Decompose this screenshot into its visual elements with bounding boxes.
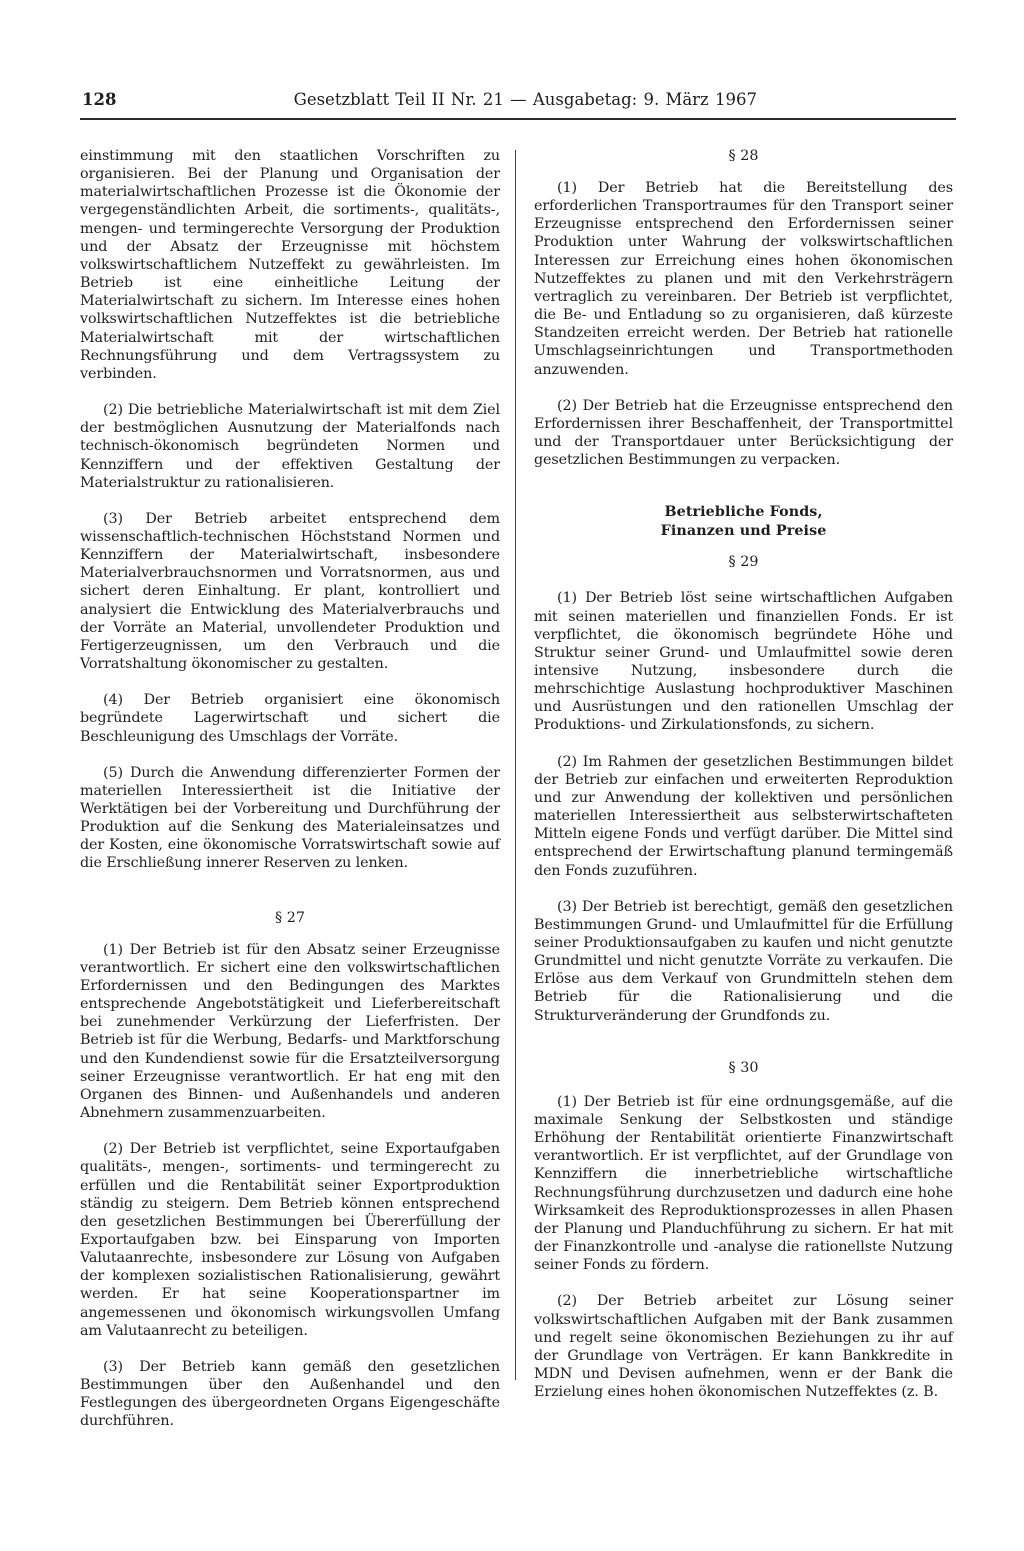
paragraph-continuation: einstimmung mit den staatlichen Vorschriften zu organisieren. Bei der Planung und Organisation der materialwirtschaftlichen Prozesse ist die Ökonomie der vergegenständlichten Arbeit, die sortiments-, qualitäts-, mengen- und termingerechte Versorgung der Produktion und der Absatz der Erzeugnisse mit höchstem volkswirtschaftlichem Nutzeffekt zu gewährleisten. Im Betrieb ist eine einheitliche Leitung der Materialwirtschaft zu sichern. Im Interesse eines hohen volkswirtschaftlichen Nutzeffektes ist die betriebliche Materialwirtschaft mit der wirtschaftlichen Rechnungsführung und dem Vertragssystem zu verbinden.	[80, 148, 500, 382]
section-30-heading: § 30	[728, 1059, 759, 1076]
section-28-heading: § 28	[728, 148, 759, 164]
paragraph: (3) Der Betrieb arbeitet entsprechend dem wissenschaftlich-technischen Höchststand Normen und Kennziffern der Materialwirtschaft, insbesondere Materialverbrauchsnormen und Vorratsnormen, aus und sichert deren Einhaltung. Er plant, kontrolliert und analysiert die Entwicklung des Materialverbrauchs und der Vorräte an Material, unvollendeter Produktion und Fertigerzeugnissen, um den Verbrauch und die Vorratshaltung ökonomischer zu gestalten.	[80, 510, 500, 673]
section-27-heading: § 27	[275, 909, 305, 926]
paragraph: (4) Der Betrieb organisiert eine ökonomisch begründete Lagerwirtschaft und sichert die Beschleunigung des Umschlags der Vorräte.	[80, 692, 500, 745]
section-29-heading: § 29	[728, 554, 759, 571]
paragraph: (1) Der Betrieb hat die Bereitstellung des erforderlichen Transportraumes für den Transport seiner Erzeugnisse entsprechend den Erfordernissen seiner Produktion unter Wahrung der volkswirtschaftlichen Interessen zur Erreichung eines hohen ökonomischen Nutzeffektes zu planen und mit den Verkehrsträgern vertraglich zu vereinbaren. Der Betrieb ist verpflichtet, die Be- und Entladung so zu organisieren, daß kürzeste Standzeiten erreicht werden. Der Betrieb hat rationelle Umschlagseinrichtungen und Transportmethoden anzuwenden.	[534, 180, 953, 378]
chapter-heading-line-1: Betriebliche Fonds,	[664, 504, 823, 521]
paragraph: (3) Der Betrieb kann gemäß den gesetzlichen Bestimmungen über den Außenhandel und den Festlegungen des übergeordneten Organs Eigengeschäfte durchführen.	[80, 1358, 500, 1430]
paragraph: (2) Im Rahmen der gesetzlichen Bestimmungen bildet der Betrieb zur einfachen und erweiterten Reproduktion und zur Anwendung der kollektiven und persönlichen materiellen Interessiertheit aus selbsterwirtschafteten Mitteln eigene Fonds und verfügt darüber. Die Mittel sind entsprechend der Erwirtschaftung planund termingemäß den Fonds zuzuführen.	[534, 753, 953, 879]
paragraph: (1) Der Betrieb löst seine wirtschaftlichen Aufgaben mit seinen materiellen und finanziellen Fonds. Er ist verpflichtet, die ökonomisch begründete Höhe und Struktur seiner Grund- und Umlaufmittel sowie deren intensive Nutzung, insbesondere durch die mehrschichtige Auslastung hochproduktiver Maschinen und Ausrüstungen und den rationellen Umschlag der Produktions- und Zirkulationsfonds, zu sichern.	[534, 590, 953, 734]
paragraph: (5) Durch die Anwendung differenzierter Formen der materiellen Interessiertheit ist die Initiative der Werktätigen bei der Vorbereitung und Durchführung der Produktion auf die Senkung des Materialeinsatzes und der Kosten, eine ökonomische Vorratswirtschaft sowie auf die Erschließung innerer Reserven zu lenken.	[80, 764, 500, 872]
page-header	[82, 88, 955, 114]
paragraph: (2) Die betriebliche Materialwirtschaft ist mit dem Ziel der bestmöglichen Ausnutzung der Materialfonds nach technisch-ökonomisch begründeten Normen und Kennziffern und der effektiven Gestaltung der Materialstruktur zu rationalisieren.	[80, 402, 500, 491]
right-column	[534, 147, 953, 1401]
paragraph: (2) Der Betrieb ist verpflichtet, seine Exportaufgaben qualitäts-, mengen-, sortiments- und termingerecht zu erfüllen und die Rentabilität seiner Exportproduktion ständig zu steigern. Dem Betrieb können entsprechend den gesetzlichen Bestimmungen bei Übererfüllung der Exportaufgaben bzw. bei Einsparung von Importen Valutaanrechte, insbesondere zur Lösung von Aufgaben der komplexen sozialistischen Rationalisierung, gewährt werden. Er hat seine Kooperationspartner im angemessenen und ökonomisch wirkungsvollen Umfang am Valutaanrecht zu beteiligen.	[80, 1141, 500, 1339]
page-number: 128	[82, 90, 117, 109]
paragraph: (3) Der Betrieb ist berechtigt, gemäß den gesetzlichen Bestimmungen Grund- und Umlaufmittel für die Erfüllung seiner Produktionsaufgaben zu kaufen und nicht genutzte Grundmittel und nicht genutzte Vorräte zu verkaufen. Die Erlöse aus dem Verkauf von Grundmitteln stehen dem Betrieb für die Rationalisierung und die Strukturveränderung der Grundfonds zu.	[534, 898, 953, 1024]
running-head: Gesetzblatt Teil II Nr. 21 — Ausgabetag: 9. März 1967	[293, 90, 757, 109]
column-divider	[515, 150, 516, 1380]
paragraph: (1) Der Betrieb ist für eine ordnungsgemäße, auf die maximale Senkung der Selbstkosten und ständige Erhöhung der Rentabilität orientierte Finanzwirtschaft verantwortlich. Er ist verpflichtet, auf der Grundlage von Kennziffern die innerbetriebliche wirtschaftliche Rechnungsführung durchzusetzen und dadurch eine hohe Wirksamkeit des Reproduktionsprozesses in allen Phasen der Planung und Planduchführung zu sichern. Er hat mit der Finanzkontrolle und -analyse die rationellste Nutzung seiner Fonds zu fördern.	[534, 1093, 953, 1274]
paragraph: (1) Der Betrieb ist für den Absatz seiner Erzeugnisse verantwortlich. Er sichert eine den volkswirtschaftlichen Erfordernissen und den Bedingungen des Marktes entsprechende Angebotstätigkeit und Lieferbereitschaft bei zunehmender Verkürzung der Lieferfristen. Der Betrieb ist für die Werbung, Bedarfs- und Marktforschung und den Kundendienst sowie für die Ersatzteilversorgung seiner Erzeugnisse verantwortlich. Er hat eng mit den Organen des Binnen- und Außenhandels und anderen Abnehmern zusammenzuarbeiten.	[80, 941, 500, 1122]
paragraph: (2) Der Betrieb arbeitet zur Lösung seiner volkswirtschaftlichen Aufgaben mit der Bank zusammen und regelt seine ökonomischen Beziehungen zu ihr auf der Grundlage von Verträgen. Er kann Bankkredite in MDN und Devisen aufnehmen, wenn er der Bank die Erzielung eines hohen ökonomischen Nutzeffektes (z. B.	[534, 1293, 953, 1401]
paragraph: (2) Der Betrieb hat die Erzeugnisse entsprechend den Erfordernissen ihrer Beschaffenheit, der Transportmittel und der Transportdauer unter Berücksichtigung der gesetzlichen Bestimmungen zu verpacken.	[534, 397, 953, 469]
left-column	[80, 147, 500, 1431]
chapter-heading-line-2: Finanzen und Preise	[660, 523, 827, 540]
header-rule	[80, 118, 956, 120]
